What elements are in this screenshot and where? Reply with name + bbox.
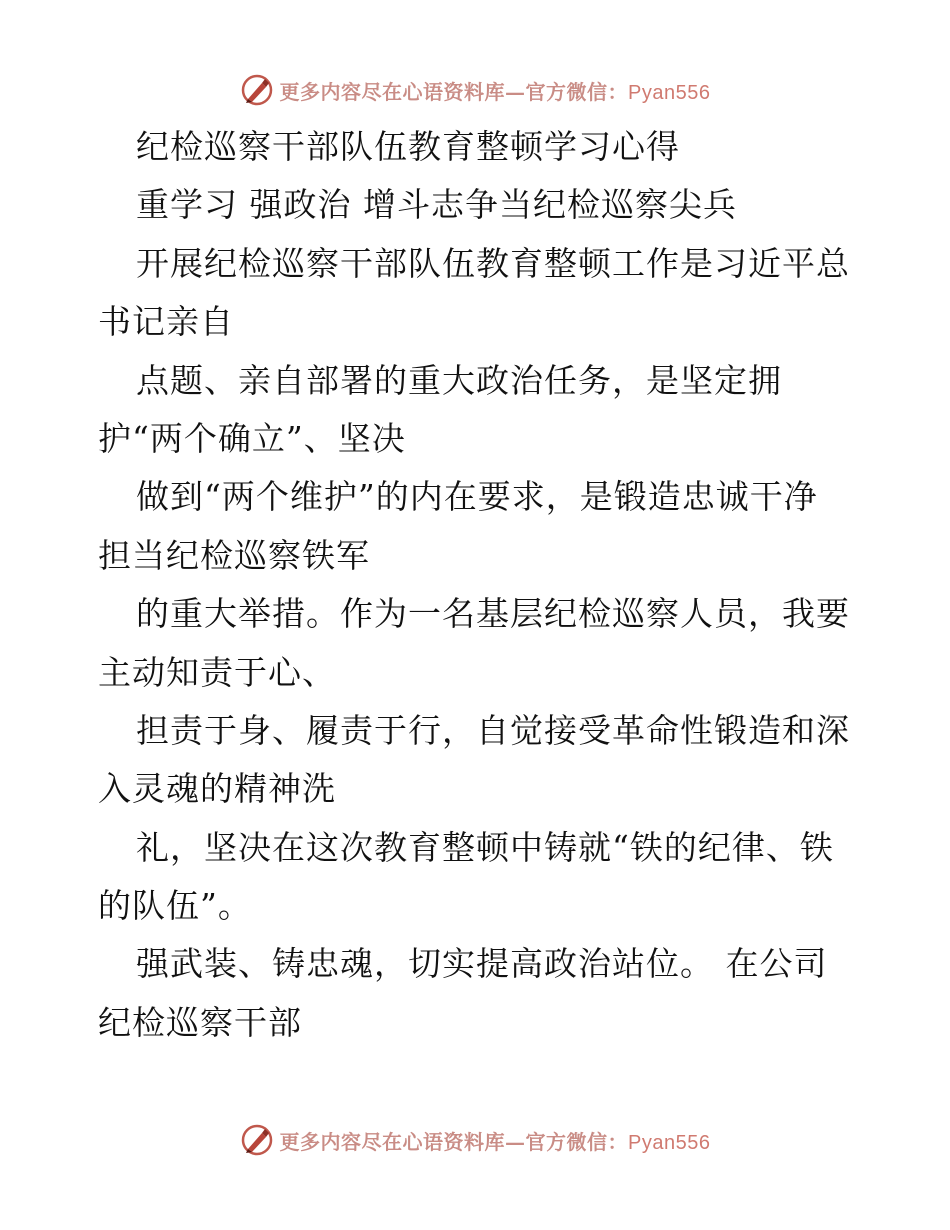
footer-watermark	[0, 1118, 950, 1162]
paragraph-line: 纪检巡察干部	[98, 1002, 302, 1042]
watermark-text: 更多内容尽在心语资料库—官方微信：Pyan556	[279, 1129, 711, 1154]
document-body	[98, 118, 858, 1052]
paragraph-line: 礼，坚决在这次教育整顿中铸就“铁的纪律、铁	[136, 827, 834, 867]
paragraph-line: 护“两个确立”、坚决	[98, 418, 406, 458]
paragraph-line: 入灵魂的精神洗	[98, 769, 336, 809]
paragraph-line: 担当纪检巡察铁军	[98, 535, 370, 575]
paragraph-line: 做到“两个维护”的内在要求，是锻造忠诚干净	[136, 477, 818, 517]
header-watermark	[0, 68, 950, 112]
paragraph-line: 点题、亲自部署的重大政治任务，是坚定拥	[136, 360, 782, 400]
paragraph-line: 主动知责于心、	[98, 652, 336, 692]
doc-title: 纪检巡察干部队伍教育整顿学习心得	[136, 127, 680, 166]
paragraph-line: 强武装、铸忠魂，切实提高政治站位。 在公司	[136, 944, 828, 984]
doc-subtitle: 重学习 强政治 增斗志争当纪检巡察尖兵	[136, 185, 737, 225]
pen-logo-icon	[240, 1123, 274, 1157]
pen-logo-icon	[240, 73, 274, 107]
watermark-text: 更多内容尽在心语资料库—官方微信：Pyan556	[279, 79, 711, 104]
paragraph-line: 担责于身、履责于行，自觉接受革命性锻造和深	[136, 710, 850, 750]
paragraph-line: 书记亲自	[98, 302, 234, 342]
paragraph-line: 的重大举措。作为一名基层纪检巡察人员，我要	[136, 594, 850, 634]
paragraph-line: 开展纪检巡察干部队伍教育整顿工作是习近平总	[136, 243, 850, 283]
paragraph-line: 的队伍”。	[98, 886, 252, 926]
